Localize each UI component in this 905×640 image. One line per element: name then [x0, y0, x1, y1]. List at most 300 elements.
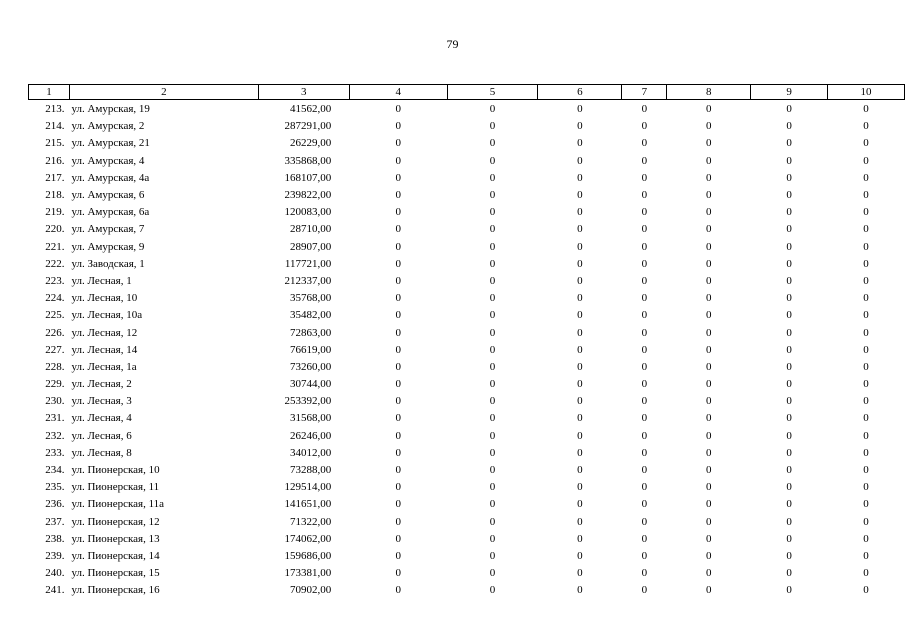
amount: 71322,00	[290, 515, 332, 528]
col-9-value: 0	[786, 395, 792, 408]
table-row	[29, 445, 905, 462]
address: ул. Амурская, 4а	[71, 171, 150, 184]
col-4-value: 0	[395, 171, 401, 184]
table-row	[29, 256, 905, 273]
col-8-value: 0	[705, 120, 712, 133]
table-row	[29, 393, 905, 410]
address: ул. Пионерская, 11	[71, 481, 160, 494]
amount: 253392,00	[284, 395, 332, 408]
col-7-value: 0	[641, 549, 648, 562]
col-7-value: 0	[641, 257, 648, 270]
address: ул. Лесная, 3	[71, 395, 132, 408]
col-7-value: 0	[641, 412, 648, 425]
col-9-value: 0	[786, 378, 792, 391]
address: ул. Лесная, 10а	[71, 309, 143, 322]
col-5-value: 0	[489, 292, 496, 305]
col-8-value: 0	[705, 326, 712, 339]
column-header-7: 7	[622, 85, 667, 100]
table-row	[29, 153, 905, 170]
col-5-value: 0	[489, 274, 496, 287]
col-4-value: 0	[395, 257, 401, 270]
col-6-value: 0	[577, 240, 583, 253]
row-number: 220.	[45, 223, 65, 236]
row-number: 217.	[45, 171, 65, 184]
address: ул. Лесная, 12	[71, 326, 138, 339]
table-row	[29, 204, 905, 221]
col-10-value: 0	[863, 257, 869, 270]
amount: 159686,00	[284, 549, 332, 562]
col-6-value: 0	[577, 532, 583, 545]
col-4-value: 0	[395, 223, 401, 236]
col-9-value: 0	[786, 309, 792, 322]
col-9-value: 0	[786, 154, 792, 167]
col-8-value: 0	[705, 171, 712, 184]
col-4-value: 0	[395, 360, 401, 373]
table-row	[29, 221, 905, 238]
address: ул. Амурская, 9	[71, 240, 145, 253]
col-10-value: 0	[863, 326, 869, 339]
col-8-value: 0	[705, 343, 712, 356]
amount: 30744,00	[290, 378, 332, 391]
table-row	[29, 428, 905, 445]
col-10-value: 0	[863, 223, 869, 236]
amount: 335868,00	[284, 154, 332, 167]
col-9-value: 0	[786, 257, 792, 270]
address: ул. Пионерская, 10	[71, 464, 160, 477]
col-6-value: 0	[577, 395, 583, 408]
row-number: 213.	[45, 103, 65, 116]
col-4-value: 0	[395, 515, 401, 528]
address: ул. Лесная, 1а	[71, 360, 137, 373]
col-8-value: 0	[705, 412, 712, 425]
col-7-value: 0	[641, 498, 648, 511]
col-4-value: 0	[395, 464, 401, 477]
col-5-value: 0	[489, 189, 496, 202]
address: ул. Пионерская, 16	[71, 584, 160, 597]
address: ул. Амурская, 4	[71, 154, 145, 167]
col-7-value: 0	[641, 395, 648, 408]
col-6-value: 0	[577, 549, 583, 562]
address: ул. Лесная, 2	[71, 378, 132, 391]
col-6-value: 0	[577, 309, 583, 322]
col-9-value: 0	[786, 481, 792, 494]
row-number: 218.	[45, 189, 65, 202]
row-number: 233.	[45, 446, 65, 459]
col-7-value: 0	[641, 464, 648, 477]
col-10-value: 0	[863, 240, 869, 253]
col-7-value: 0	[641, 360, 648, 373]
col-10-value: 0	[863, 584, 869, 597]
amount: 35482,00	[290, 309, 332, 322]
col-10-value: 0	[863, 481, 869, 494]
col-6-value: 0	[577, 481, 583, 494]
col-5-value: 0	[489, 567, 496, 580]
col-6-value: 0	[577, 223, 583, 236]
col-8-value: 0	[705, 515, 712, 528]
col-4-value: 0	[395, 120, 401, 133]
amount: 173381,00	[284, 567, 332, 580]
col-7-value: 0	[641, 446, 648, 459]
table-row	[29, 290, 905, 307]
col-4-value: 0	[395, 326, 401, 339]
col-10-value: 0	[863, 515, 869, 528]
col-9-value: 0	[786, 412, 792, 425]
col-9-value: 0	[786, 137, 792, 150]
row-number: 230.	[45, 395, 65, 408]
amount: 73260,00	[290, 360, 332, 373]
col-10-value: 0	[863, 189, 869, 202]
col-9-value: 0	[786, 584, 792, 597]
col-10-value: 0	[863, 446, 869, 459]
col-5-value: 0	[489, 515, 496, 528]
col-8-value: 0	[705, 189, 712, 202]
col-8-value: 0	[705, 309, 712, 322]
amount: 34012,00	[290, 446, 332, 459]
col-5-value: 0	[489, 154, 496, 167]
col-6-value: 0	[577, 446, 583, 459]
col-8-value: 0	[705, 549, 712, 562]
col-10-value: 0	[863, 343, 869, 356]
col-5-value: 0	[489, 446, 496, 459]
col-8-value: 0	[705, 206, 712, 219]
address: ул. Амурская, 19	[71, 103, 150, 116]
amount: 168107,00	[284, 171, 332, 184]
row-number: 229.	[45, 378, 65, 391]
col-10-value: 0	[863, 532, 869, 545]
col-4-value: 0	[395, 532, 401, 545]
row-number: 235.	[45, 481, 65, 494]
amount: 35768,00	[290, 292, 332, 305]
col-9-value: 0	[786, 429, 792, 442]
col-7-value: 0	[641, 154, 648, 167]
address: ул. Лесная, 6	[71, 429, 132, 442]
row-number: 232.	[45, 429, 65, 442]
address: ул. Амурская, 2	[71, 120, 145, 133]
address: ул. Лесная, 14	[71, 343, 138, 356]
col-7-value: 0	[641, 292, 648, 305]
col-4-value: 0	[395, 240, 401, 253]
row-number: 222.	[45, 257, 65, 270]
col-10-value: 0	[863, 498, 869, 511]
table-row	[29, 410, 905, 427]
col-5-value: 0	[489, 103, 496, 116]
col-7-value: 0	[641, 274, 648, 287]
row-number: 228.	[45, 360, 65, 373]
table-row	[29, 135, 905, 152]
col-10-value: 0	[863, 309, 869, 322]
table-row	[29, 479, 905, 496]
col-7-value: 0	[641, 120, 648, 133]
col-9-value: 0	[786, 223, 792, 236]
col-9-value: 0	[786, 567, 792, 580]
address: ул. Лесная, 1	[71, 274, 132, 287]
table-row	[29, 531, 905, 548]
col-9-value: 0	[786, 549, 792, 562]
row-number: 239.	[45, 549, 65, 562]
col-9-value: 0	[786, 103, 792, 116]
amount: 212337,00	[284, 274, 332, 287]
col-10-value: 0	[863, 274, 869, 287]
col-7-value: 0	[641, 309, 648, 322]
address: ул. Пионерская, 13	[71, 532, 160, 545]
col-10-value: 0	[863, 360, 869, 373]
table-row	[29, 100, 905, 119]
table-row	[29, 462, 905, 479]
amount: 31568,00	[290, 412, 332, 425]
col-5-value: 0	[489, 378, 496, 391]
col-10-value: 0	[863, 137, 869, 150]
col-5-value: 0	[489, 326, 496, 339]
col-5-value: 0	[489, 171, 496, 184]
col-4-value: 0	[395, 498, 401, 511]
col-7-value: 0	[641, 532, 648, 545]
col-9-value: 0	[786, 292, 792, 305]
col-10-value: 0	[863, 206, 869, 219]
column-header-1: 1	[29, 85, 70, 100]
col-5-value: 0	[489, 343, 496, 356]
address: ул. Заводская, 1	[71, 257, 145, 270]
col-6-value: 0	[577, 360, 583, 373]
col-9-value: 0	[786, 326, 792, 339]
row-number: 238.	[45, 532, 65, 545]
col-6-value: 0	[577, 189, 583, 202]
col-5-value: 0	[489, 412, 496, 425]
amount: 41562,00	[290, 103, 332, 116]
col-6-value: 0	[577, 429, 583, 442]
row-number: 219.	[45, 206, 65, 219]
row-number: 223.	[45, 274, 65, 287]
col-10-value: 0	[863, 567, 869, 580]
col-4-value: 0	[395, 343, 401, 356]
col-5-value: 0	[489, 395, 496, 408]
table-row	[29, 582, 905, 599]
col-4-value: 0	[395, 446, 401, 459]
col-9-value: 0	[786, 498, 792, 511]
col-8-value: 0	[705, 464, 712, 477]
col-8-value: 0	[705, 584, 712, 597]
col-7-value: 0	[641, 223, 648, 236]
col-4-value: 0	[395, 154, 401, 167]
col-6-value: 0	[577, 257, 583, 270]
col-5-value: 0	[489, 206, 496, 219]
col-10-value: 0	[863, 103, 869, 116]
col-9-value: 0	[786, 464, 792, 477]
col-4-value: 0	[395, 378, 401, 391]
col-6-value: 0	[577, 584, 583, 597]
col-10-value: 0	[863, 412, 869, 425]
address: ул. Лесная, 4	[71, 412, 132, 425]
col-5-value: 0	[489, 429, 496, 442]
column-header-6: 6	[538, 85, 622, 100]
col-4-value: 0	[395, 395, 401, 408]
col-9-value: 0	[786, 360, 792, 373]
col-8-value: 0	[705, 532, 712, 545]
col-7-value: 0	[641, 103, 648, 116]
col-8-value: 0	[705, 360, 712, 373]
col-9-value: 0	[786, 343, 792, 356]
col-5-value: 0	[489, 240, 496, 253]
col-9-value: 0	[786, 171, 792, 184]
col-8-value: 0	[705, 154, 712, 167]
amount: 117721,00	[284, 257, 332, 270]
table-row	[29, 187, 905, 204]
col-7-value: 0	[641, 206, 648, 219]
address: ул. Пионерская, 15	[71, 567, 160, 580]
column-header-4: 4	[349, 85, 447, 100]
col-6-value: 0	[577, 154, 583, 167]
address: ул. Амурская, 6а	[71, 206, 150, 219]
col-7-value: 0	[641, 515, 648, 528]
row-number: 215.	[45, 137, 65, 150]
row-number: 224.	[45, 292, 65, 305]
amount: 120083,00	[284, 206, 332, 219]
col-6-value: 0	[577, 567, 583, 580]
col-7-value: 0	[641, 240, 648, 253]
col-6-value: 0	[577, 171, 583, 184]
col-8-value: 0	[705, 498, 712, 511]
col-4-value: 0	[395, 429, 401, 442]
table-row	[29, 565, 905, 582]
col-8-value: 0	[705, 274, 712, 287]
col-5-value: 0	[489, 137, 496, 150]
row-number: 231.	[45, 412, 65, 425]
row-number: 237.	[45, 515, 65, 528]
col-4-value: 0	[395, 206, 401, 219]
col-4-value: 0	[395, 103, 401, 116]
col-6-value: 0	[577, 137, 583, 150]
address: ул. Пионерская, 14	[71, 549, 160, 562]
table-row	[29, 342, 905, 359]
col-6-value: 0	[577, 274, 583, 287]
col-8-value: 0	[705, 240, 712, 253]
amount: 129514,00	[284, 481, 332, 494]
data-table	[28, 84, 905, 599]
col-7-value: 0	[641, 584, 648, 597]
col-10-value: 0	[863, 171, 869, 184]
row-number: 216.	[45, 154, 65, 167]
row-number: 225.	[45, 309, 65, 322]
col-7-value: 0	[641, 567, 648, 580]
col-10-value: 0	[863, 429, 869, 442]
amount: 28907,00	[290, 240, 332, 253]
col-8-value: 0	[705, 395, 712, 408]
col-9-value: 0	[786, 515, 792, 528]
table-row	[29, 324, 905, 341]
col-8-value: 0	[705, 429, 712, 442]
amount: 70902,00	[290, 584, 332, 597]
col-4-value: 0	[395, 189, 401, 202]
col-8-value: 0	[705, 223, 712, 236]
col-4-value: 0	[395, 549, 401, 562]
col-5-value: 0	[489, 498, 496, 511]
address: ул. Амурская, 7	[71, 223, 145, 236]
col-7-value: 0	[641, 343, 648, 356]
col-10-value: 0	[863, 154, 869, 167]
header-row	[29, 85, 905, 100]
row-number: 234.	[45, 464, 65, 477]
col-7-value: 0	[641, 326, 648, 339]
col-4-value: 0	[395, 137, 401, 150]
col-10-value: 0	[863, 378, 869, 391]
row-number: 227.	[45, 343, 65, 356]
address: ул. Пионерская, 11а	[71, 498, 165, 511]
col-6-value: 0	[577, 378, 583, 391]
table-row	[29, 118, 905, 135]
column-header-10: 10	[828, 85, 905, 100]
col-6-value: 0	[577, 120, 583, 133]
amount: 72863,00	[290, 326, 332, 339]
col-6-value: 0	[577, 515, 583, 528]
column-header-3: 3	[258, 85, 349, 100]
row-number: 226.	[45, 326, 65, 339]
column-header-9: 9	[751, 85, 828, 100]
col-4-value: 0	[395, 412, 401, 425]
col-6-value: 0	[577, 206, 583, 219]
col-9-value: 0	[786, 120, 792, 133]
col-4-value: 0	[395, 584, 401, 597]
col-8-value: 0	[705, 481, 712, 494]
col-5-value: 0	[489, 257, 496, 270]
col-9-value: 0	[786, 206, 792, 219]
address: ул. Пионерская, 12	[71, 515, 160, 528]
amount: 287291,00	[284, 120, 332, 133]
col-7-value: 0	[641, 137, 648, 150]
row-number: 236.	[45, 498, 65, 511]
col-5-value: 0	[489, 532, 496, 545]
table-row	[29, 307, 905, 324]
row-number: 240.	[45, 567, 65, 580]
col-7-value: 0	[641, 171, 648, 184]
page-number: 79	[446, 37, 459, 51]
row-number: 241.	[45, 584, 65, 597]
col-8-value: 0	[705, 257, 712, 270]
col-6-value: 0	[577, 343, 583, 356]
amount: 76619,00	[290, 343, 332, 356]
col-6-value: 0	[577, 498, 583, 511]
col-5-value: 0	[489, 120, 496, 133]
column-header-5: 5	[447, 85, 538, 100]
table-row	[29, 514, 905, 531]
col-8-value: 0	[705, 292, 712, 305]
table-row	[29, 170, 905, 187]
table-header	[29, 85, 905, 100]
col-5-value: 0	[489, 481, 496, 494]
col-9-value: 0	[786, 446, 792, 459]
col-9-value: 0	[786, 240, 792, 253]
row-number: 221.	[45, 240, 65, 253]
col-5-value: 0	[489, 549, 496, 562]
table-row	[29, 359, 905, 376]
col-10-value: 0	[863, 549, 869, 562]
col-8-value: 0	[705, 137, 712, 150]
amount: 141651,00	[284, 498, 332, 511]
col-4-value: 0	[395, 292, 401, 305]
col-7-value: 0	[641, 481, 648, 494]
col-4-value: 0	[395, 567, 401, 580]
col-7-value: 0	[641, 189, 648, 202]
col-7-value: 0	[641, 429, 648, 442]
table-row	[29, 376, 905, 393]
amount: 239822,00	[284, 189, 332, 202]
col-6-value: 0	[577, 103, 583, 116]
amount: 174062,00	[284, 532, 332, 545]
col-8-value: 0	[705, 446, 712, 459]
col-6-value: 0	[577, 326, 583, 339]
col-10-value: 0	[863, 292, 869, 305]
col-10-value: 0	[863, 464, 869, 477]
col-5-value: 0	[489, 584, 496, 597]
table-row	[29, 239, 905, 256]
